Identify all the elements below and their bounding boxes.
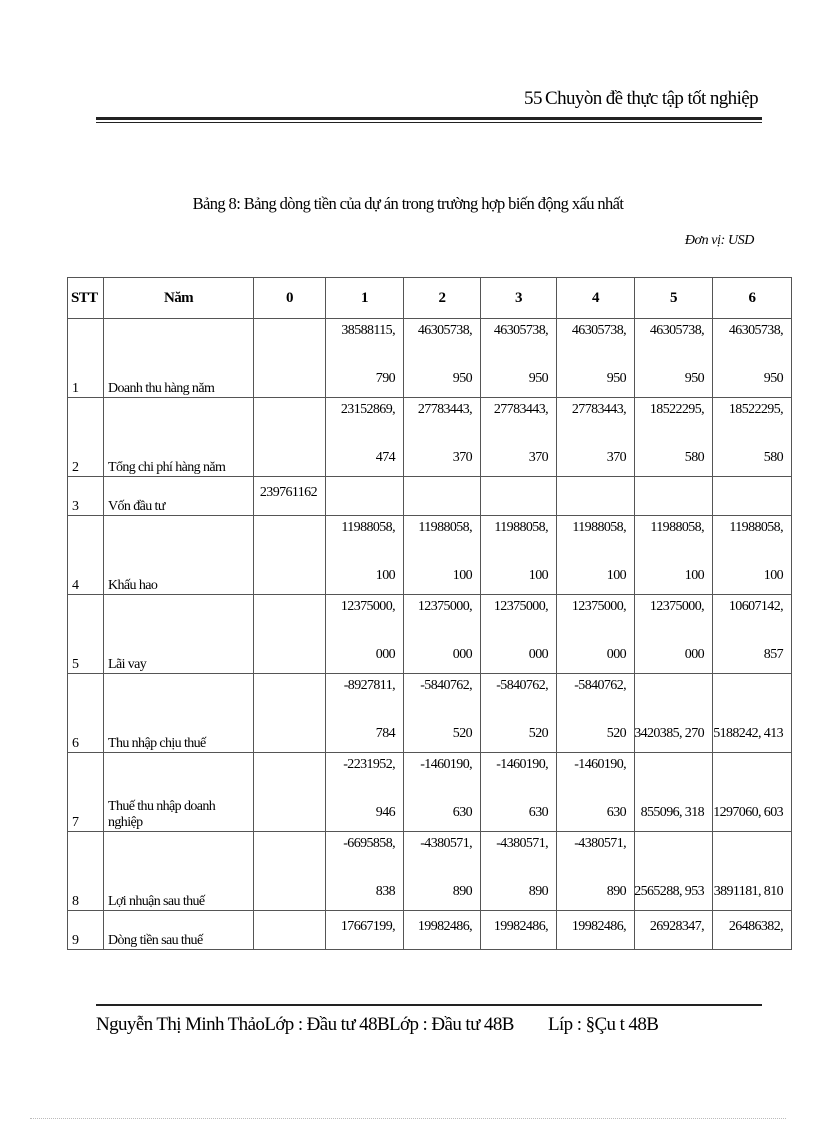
cell-line-1: 46305738,: [649, 323, 704, 338]
cell-line-2: 855096, 318: [640, 805, 704, 820]
row-name: Thuế thu nhập doanh nghiệp: [104, 753, 254, 832]
cell-line-2: 890: [606, 884, 626, 899]
cell-year-1: [326, 595, 404, 674]
cell-year-2: [404, 516, 481, 595]
cell-line-1: -5840762,: [574, 678, 626, 693]
cell-year-1: [326, 674, 404, 753]
cell-line-1: 19982486,: [571, 919, 626, 934]
cell-line-1: -1460190,: [420, 757, 472, 772]
cell-line-2: 890: [528, 884, 548, 899]
cell-line-1: 38588115,: [341, 323, 395, 338]
cell-line-2: 950: [763, 371, 783, 386]
cash-flow-table: [67, 277, 792, 950]
cell-line-2: 946: [375, 805, 395, 820]
cell-year-5: [635, 911, 713, 950]
header-col-1: 1: [326, 278, 404, 319]
table-row: [68, 911, 792, 950]
cell-year-6: [713, 911, 792, 950]
row-stt: 2: [68, 398, 104, 477]
cell-line-1: -8927811,: [343, 678, 395, 693]
row-stt: 8: [68, 832, 104, 911]
cell-line-1: 12375000,: [417, 599, 472, 614]
cell-year-3: [481, 595, 557, 674]
cell-line-1: 26486382,: [728, 919, 783, 934]
cell-year-3: [481, 753, 557, 832]
cell-line-2: 950: [528, 371, 548, 386]
cell-year-0: [254, 477, 326, 516]
cell-line-2: 630: [528, 805, 548, 820]
cell-line-2: 3891181, 810: [713, 884, 783, 899]
cell-line-2: 370: [606, 450, 626, 465]
row-name: Thu nhập chịu thuế: [104, 674, 254, 753]
cell-year-4: [557, 674, 635, 753]
cell-line-2: 950: [606, 371, 626, 386]
table-row: [68, 674, 792, 753]
header-rule: [96, 117, 762, 120]
cell-line-2: 000: [375, 647, 395, 662]
cell-line-2: 950: [684, 371, 704, 386]
cell-line-2: 370: [528, 450, 548, 465]
row-name: Tổng chi phí hàng năm: [104, 398, 254, 477]
cell-line-1: 27783443,: [417, 402, 472, 417]
cell-year-5: [635, 753, 713, 832]
page-header: [96, 84, 762, 114]
row-name: Vốn đầu tư: [104, 477, 254, 516]
row-stt: 9: [68, 911, 104, 950]
table-row: [68, 477, 792, 516]
row-stt: 5: [68, 595, 104, 674]
row-name: Dòng tiền sau thuế: [104, 911, 254, 950]
cell-line-1: 239761162: [259, 485, 317, 500]
row-name: Lợi nhuận sau thuế: [104, 832, 254, 911]
cell-line-1: -5840762,: [496, 678, 548, 693]
cell-year-6: [713, 753, 792, 832]
cell-year-6: [713, 832, 792, 911]
cell-line-2: 474: [375, 450, 395, 465]
header-rule-thin: [96, 122, 762, 123]
cell-year-5: [635, 319, 713, 398]
cell-line-2: 580: [684, 450, 704, 465]
cell-line-1: 11988058,: [572, 520, 626, 535]
cell-line-1: 11988058,: [650, 520, 704, 535]
cell-year-6: [713, 674, 792, 753]
cell-line-1: 23152869,: [340, 402, 395, 417]
cell-year-6: [713, 477, 792, 516]
cell-year-5: [635, 516, 713, 595]
cell-line-2: 100: [452, 568, 472, 583]
header-col-4: 4: [557, 278, 635, 319]
cell-line-1: 12375000,: [340, 599, 395, 614]
cell-line-1: -4380571,: [496, 836, 548, 851]
document-title: Chuyòn đề thực tập tốt nghiệp: [545, 88, 758, 109]
cell-year-0: [254, 516, 326, 595]
cell-year-0: [254, 595, 326, 674]
cell-line-1: 12375000,: [493, 599, 548, 614]
cell-line-1: 46305738,: [417, 323, 472, 338]
cell-line-1: 11988058,: [418, 520, 472, 535]
cell-year-6: [713, 595, 792, 674]
cell-line-1: 18522295,: [728, 402, 783, 417]
cell-year-0: [254, 911, 326, 950]
cell-year-3: [481, 911, 557, 950]
table-row: [68, 753, 792, 832]
header-col-0: 0: [254, 278, 326, 319]
page-bottom-border: [30, 1118, 786, 1119]
header-stt: STT: [68, 278, 104, 319]
page-number: 55: [524, 88, 542, 109]
cell-year-1: [326, 398, 404, 477]
cell-line-2: 000: [606, 647, 626, 662]
row-stt: 1: [68, 319, 104, 398]
cell-year-2: [404, 477, 481, 516]
cell-line-2: 520: [452, 726, 472, 741]
cell-line-2: 100: [684, 568, 704, 583]
cell-line-1: 19982486,: [493, 919, 548, 934]
cell-line-2: 950: [452, 371, 472, 386]
cell-line-1: 11988058,: [494, 520, 548, 535]
cell-year-1: [326, 516, 404, 595]
cell-year-4: [557, 477, 635, 516]
cell-line-1: -4380571,: [574, 836, 626, 851]
cell-year-5: [635, 477, 713, 516]
cell-line-1: 12375000,: [571, 599, 626, 614]
cell-line-1: 27783443,: [493, 402, 548, 417]
cell-line-2: 2565288, 953: [634, 884, 704, 899]
cell-line-2: 5188242, 413: [713, 726, 783, 741]
cell-line-1: 46305738,: [493, 323, 548, 338]
footer-class: Líp : §Çu t 48B: [548, 1014, 659, 1035]
cell-line-1: -6695858,: [343, 836, 395, 851]
footer-author: Nguyễn Thị Minh ThảoLớp : Đầu tư 48BLớp : Đầu tư 48B: [96, 1014, 514, 1035]
cell-year-2: [404, 832, 481, 911]
row-name: Doanh thu hàng năm: [104, 319, 254, 398]
cell-line-2: 790: [375, 371, 395, 386]
cell-line-2: 630: [606, 805, 626, 820]
cell-line-2: 100: [606, 568, 626, 583]
cell-line-2: 1297060, 603: [713, 805, 783, 820]
cell-line-2: 520: [528, 726, 548, 741]
cell-year-1: [326, 753, 404, 832]
cell-year-5: [635, 398, 713, 477]
cell-line-1: -1460190,: [496, 757, 548, 772]
cell-line-1: -4380571,: [420, 836, 472, 851]
cell-year-3: [481, 477, 557, 516]
row-stt: 6: [68, 674, 104, 753]
header-col-5: 5: [635, 278, 713, 319]
cell-line-1: 26928347,: [649, 919, 704, 934]
cell-year-6: [713, 516, 792, 595]
cell-year-2: [404, 595, 481, 674]
cell-line-2: 000: [528, 647, 548, 662]
cell-year-0: [254, 832, 326, 911]
cell-year-6: [713, 398, 792, 477]
cell-year-3: [481, 398, 557, 477]
cell-year-3: [481, 674, 557, 753]
cell-year-4: [557, 319, 635, 398]
cell-line-1: -2231952,: [343, 757, 395, 772]
table-row: [68, 516, 792, 595]
cell-year-0: [254, 753, 326, 832]
cell-year-0: [254, 319, 326, 398]
cell-year-3: [481, 516, 557, 595]
cell-line-1: 18522295,: [649, 402, 704, 417]
table-header-row: [68, 278, 792, 319]
cell-line-1: 12375000,: [649, 599, 704, 614]
cell-line-2: 838: [375, 884, 395, 899]
header-year: Năm: [104, 278, 254, 319]
row-stt: 7: [68, 753, 104, 832]
cell-line-2: 370: [452, 450, 472, 465]
cell-year-2: [404, 674, 481, 753]
cell-year-2: [404, 911, 481, 950]
cell-year-4: [557, 595, 635, 674]
cell-line-1: 19982486,: [417, 919, 472, 934]
cell-year-2: [404, 753, 481, 832]
cell-year-0: [254, 674, 326, 753]
cell-year-4: [557, 398, 635, 477]
cell-line-2: 857: [763, 647, 783, 662]
cell-line-2: 784: [375, 726, 395, 741]
cell-line-1: 10607142,: [728, 599, 783, 614]
cell-year-3: [481, 319, 557, 398]
footer-rule: [96, 1004, 762, 1006]
cell-year-3: [481, 832, 557, 911]
table-row: [68, 398, 792, 477]
cell-line-1: 17667199,: [340, 919, 395, 934]
cell-line-2: 000: [684, 647, 704, 662]
cell-year-2: [404, 398, 481, 477]
cell-line-2: 520: [606, 726, 626, 741]
row-stt: 4: [68, 516, 104, 595]
cell-year-4: [557, 911, 635, 950]
cell-line-2: 890: [452, 884, 472, 899]
cell-year-2: [404, 319, 481, 398]
cell-year-4: [557, 516, 635, 595]
cell-year-1: [326, 477, 404, 516]
cell-line-1: 11988058,: [729, 520, 783, 535]
cell-line-1: 11988058,: [341, 520, 395, 535]
row-name: Khấu hao: [104, 516, 254, 595]
table-row: [68, 595, 792, 674]
cell-line-2: 580: [763, 450, 783, 465]
cell-line-1: 46305738,: [571, 323, 626, 338]
table-body: [68, 319, 792, 950]
cell-line-2: 100: [528, 568, 548, 583]
cell-line-2: 100: [763, 568, 783, 583]
cell-year-1: [326, 319, 404, 398]
header-col-6: 6: [713, 278, 792, 319]
cell-year-1: [326, 911, 404, 950]
cell-year-5: [635, 832, 713, 911]
cell-line-2: 630: [452, 805, 472, 820]
cell-year-6: [713, 319, 792, 398]
table-caption: Bảng 8: Bảng dòng tiền của dự án trong trường hợp biến động xấu nhất: [192, 194, 624, 213]
cell-year-1: [326, 832, 404, 911]
unit-label: Đơn vị: USD: [684, 233, 754, 248]
cell-line-2: 3420385, 270: [634, 726, 704, 741]
cell-year-5: [635, 674, 713, 753]
table-row: [68, 832, 792, 911]
cell-year-5: [635, 595, 713, 674]
header-col-2: 2: [404, 278, 481, 319]
cell-year-4: [557, 832, 635, 911]
row-name: Lãi vay: [104, 595, 254, 674]
cell-line-1: 46305738,: [728, 323, 783, 338]
cell-line-1: -5840762,: [420, 678, 472, 693]
cell-year-0: [254, 398, 326, 477]
row-stt: 3: [68, 477, 104, 516]
header-col-3: 3: [481, 278, 557, 319]
cell-line-2: 000: [452, 647, 472, 662]
table-row: [68, 319, 792, 398]
cell-line-2: 100: [375, 568, 395, 583]
cell-year-4: [557, 753, 635, 832]
cell-line-1: 27783443,: [571, 402, 626, 417]
cell-line-1: -1460190,: [574, 757, 626, 772]
